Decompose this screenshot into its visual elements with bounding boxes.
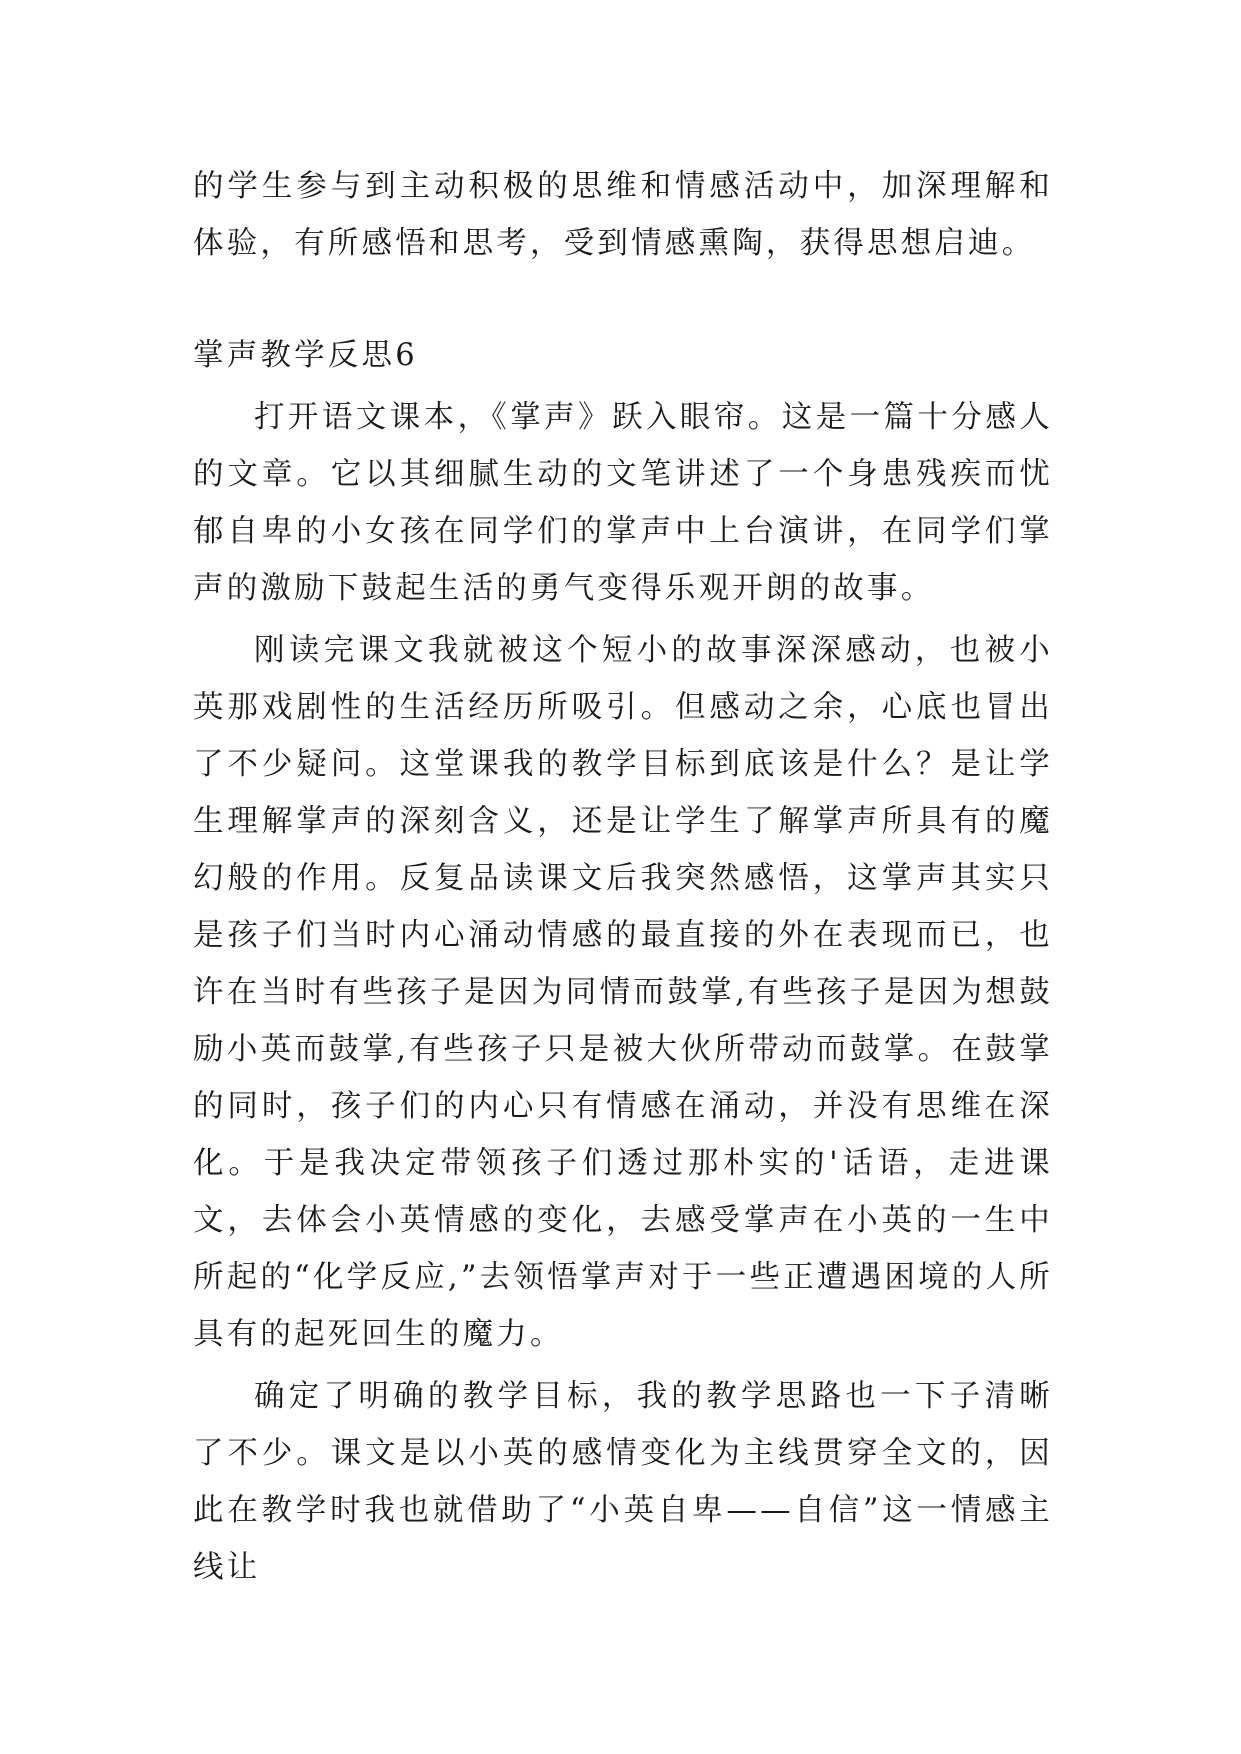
paragraph-1: 打开语文课本，《掌声》跃入眼帘。这是一篇十分感人的文章。它以其细腻生动的文笔讲述了一个身患残疾而忧郁自卑的小女孩在同学们的掌声中上台演讲，在同学们掌声的激励下鼓起生活的勇气变得乐观开朗的故事。 (193, 400, 1053, 606)
paragraph-2: 刚读完课文我就被这个短小的故事深深感动，也被小英那戏剧性的生活经历所吸引。但感动之余，心底也冒出了不少疑问。这堂课我的教学目标到底该是什么？是让学生理解掌声的深刻含义，还是让学生了解掌声所具有的魔幻般的作用。反复品读课文后我突然感悟，这掌声其实只是孩子们当时内心涌动情感的最直接的外在表现而已，也许在当时有些孩子是因为同情而鼓掌,有些孩子是因为想鼓励小英而鼓掌,有些孩子只是被大伙所带动而鼓掌。在鼓掌的同时，孩子们的内心只有情感在涌动，并没有思维在深化。于是我决定带领孩子们透过那朴实的'话语，走进课文，去体会小英情感的变化，去感受掌声在小英的一生中所起的“化学反应,”去领悟掌声对于一些正遭遇困境的人所具有的起死回生的魔力。 (193, 633, 1053, 1352)
section-title: 掌声教学反思6 (193, 338, 418, 373)
paragraph-3: 确定了明确的教学目标，我的教学思路也一下子清晰了不少。课文是以小英的感情变化为主线贯穿全文的，因此在教学时我也就借助了“小英自卑——自信”这一情感主线让 (193, 1379, 1053, 1585)
document-body (193, 158, 1053, 1596)
lead-paragraph: 的学生参与到主动积极的思维和情感活动中，加深理解和体验，有所感悟和思考，受到情感熏陶，获得思想启迪。 (193, 169, 1053, 261)
